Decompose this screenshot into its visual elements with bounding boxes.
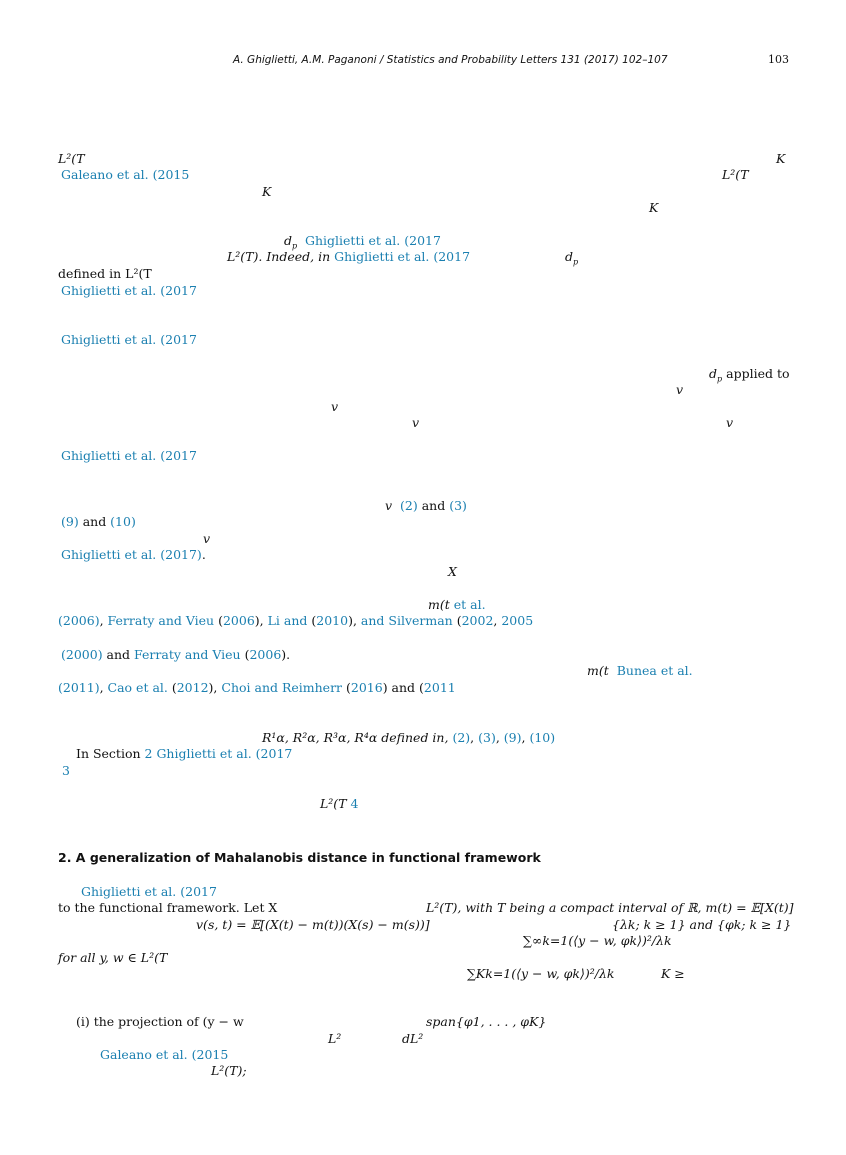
text-fragment: to the functional framework. Let X bbox=[58, 900, 278, 915]
text-fragment: ). bbox=[281, 647, 291, 662]
section-link[interactable]: 4 bbox=[350, 796, 359, 811]
text-fragment: . bbox=[201, 547, 206, 562]
math-dp bbox=[565, 249, 578, 271]
citation-link[interactable]: 2011 bbox=[423, 680, 456, 695]
citation-link[interactable]: Galeano et al. (2015 bbox=[100, 1047, 229, 1062]
text-fragment: ) and ( bbox=[382, 680, 424, 695]
list-item-text: (i) the projection of (y − w bbox=[76, 1014, 244, 1029]
text-fragment: m(t bbox=[428, 597, 450, 612]
equation-link[interactable]: (2) bbox=[400, 498, 418, 513]
section-link[interactable]: 2 bbox=[144, 746, 153, 761]
equation-link[interactable]: (9) bbox=[61, 514, 79, 529]
text-fragment: , bbox=[521, 730, 530, 745]
text-fragment: v bbox=[412, 415, 420, 430]
text-fragment: L² bbox=[328, 1031, 342, 1046]
citation-link[interactable]: 2006 bbox=[222, 613, 255, 628]
citation-link[interactable]: Galeano et al. (2015 bbox=[61, 167, 190, 182]
citation-link[interactable]: et al. bbox=[449, 597, 486, 612]
text-fragment: In Section bbox=[76, 746, 145, 761]
math-subscript: p bbox=[292, 241, 298, 251]
math-eigen: {λk; k ≥ 1} and {φk; k ≥ 1} bbox=[612, 917, 792, 932]
text-fragment: L²(T bbox=[722, 167, 749, 182]
text-fragment: , bbox=[495, 730, 504, 745]
text-fragment: m(t bbox=[587, 663, 609, 678]
text-fragment: defined in L²(T bbox=[58, 266, 152, 281]
equation-link[interactable]: (3) bbox=[478, 730, 496, 745]
equation-link[interactable]: (3) bbox=[449, 498, 467, 513]
math-subscript: p bbox=[573, 257, 579, 267]
text-fragment: K ≥ bbox=[661, 966, 685, 981]
citation-link[interactable]: 2005 bbox=[501, 613, 534, 628]
citation-link[interactable]: Ghiglietti et al. (2017 bbox=[61, 332, 197, 347]
page-number: 103 bbox=[768, 53, 789, 66]
citation-link[interactable]: Ghiglietti et al. (2017 bbox=[61, 283, 197, 298]
math-symbol: d bbox=[284, 233, 293, 248]
running-header: A. Ghiglietti, A.M. Paganoni / Statistics and Probability Letters 131 (2017) 102–107 bbox=[233, 54, 668, 66]
section-link[interactable]: 3 bbox=[62, 763, 70, 778]
citation-link[interactable]: Cao et al. bbox=[107, 680, 168, 695]
text-line bbox=[58, 613, 533, 629]
text-fragment: L²(T bbox=[320, 796, 351, 811]
citation-link[interactable]: (2000) bbox=[61, 647, 103, 662]
text-fragment: dL² bbox=[402, 1031, 424, 1046]
text-fragment: v bbox=[331, 399, 339, 414]
text-fragment: v bbox=[385, 498, 393, 513]
citation-link[interactable]: (2011) bbox=[58, 680, 100, 695]
text-fragment: ( bbox=[214, 613, 223, 628]
text-line bbox=[58, 680, 456, 696]
text-fragment: for all y, w ∈ L²(T bbox=[58, 950, 168, 965]
text-fragment: v bbox=[726, 415, 734, 430]
text-fragment: v bbox=[676, 382, 684, 397]
math-series: ∑∞k=1(⟨y − w, φk⟩)²/λk bbox=[523, 933, 672, 948]
math-subscript: p bbox=[717, 374, 723, 384]
text-fragment: , bbox=[99, 680, 108, 695]
math-symbol: d bbox=[709, 366, 718, 381]
text-fragment: ), bbox=[254, 613, 268, 628]
text-fragment: K bbox=[649, 200, 659, 215]
text-fragment: , bbox=[493, 613, 502, 628]
text-line bbox=[76, 746, 292, 762]
math-symbol: d bbox=[565, 249, 574, 264]
text-line bbox=[61, 514, 136, 530]
citation-link[interactable]: (2006) bbox=[58, 613, 100, 628]
text-fragment: applied to bbox=[722, 366, 790, 381]
citation-link[interactable]: Ferraty and Vieu bbox=[107, 613, 215, 628]
text-line bbox=[262, 730, 555, 746]
text-line bbox=[61, 647, 290, 663]
citation-link[interactable]: Ghiglietti et al. (2017 bbox=[305, 233, 441, 248]
text-line bbox=[227, 249, 470, 265]
citation-link[interactable]: Ghiglietti et al. (2017 bbox=[61, 448, 197, 463]
text-line bbox=[385, 498, 467, 514]
citation-link[interactable]: Bunea et al. bbox=[616, 663, 693, 678]
citation-link[interactable]: and Silverman bbox=[360, 613, 453, 628]
text-fragment: ( bbox=[307, 613, 317, 628]
text-fragment: K bbox=[262, 184, 272, 199]
text-fragment: ( bbox=[240, 647, 250, 662]
citation-link[interactable]: Ferraty and Vieu bbox=[134, 647, 241, 662]
text-fragment: ), bbox=[348, 613, 361, 628]
text-line bbox=[428, 597, 486, 613]
citation-link[interactable]: Ghiglietti et al. (2017 bbox=[334, 249, 471, 264]
citation-link[interactable]: 2016 bbox=[350, 680, 383, 695]
text-fragment: ( bbox=[167, 680, 177, 695]
text-fragment: R¹α, R²α, R³α, R⁴α defined in, bbox=[262, 730, 453, 745]
math-truncated-series: ∑Kk=1(⟨y − w, φk⟩)²/λk bbox=[467, 966, 615, 981]
text-line bbox=[320, 796, 358, 812]
text-fragment: L²(T); bbox=[211, 1063, 247, 1078]
section-title: 2. A generalization of Mahalanobis distance in functional framework bbox=[58, 850, 541, 865]
citation-link[interactable]: Ghiglietti et al. (2017 bbox=[81, 884, 217, 899]
text-fragment: , bbox=[99, 613, 108, 628]
equation-link[interactable]: (10) bbox=[529, 730, 556, 745]
equation-link[interactable]: (10) bbox=[110, 514, 136, 529]
text-fragment: v bbox=[203, 531, 211, 546]
equation-link[interactable]: (9) bbox=[503, 730, 522, 745]
equation-link[interactable]: (2) bbox=[452, 730, 471, 745]
text-fragment: K bbox=[776, 151, 786, 166]
text-fragment: L²(T), with T being a compact interval of ℝ, m(t) = 𝔼[X(t)] bbox=[426, 900, 794, 915]
text-fragment: ), bbox=[208, 680, 222, 695]
text-fragment: ( bbox=[342, 680, 351, 695]
citation-link[interactable]: 2010 bbox=[316, 613, 349, 628]
math-covariance: v(s, t) = 𝔼[(X(t) − m(t))(X(s) − m(s))] bbox=[196, 917, 430, 932]
text-fragment: X bbox=[448, 564, 457, 579]
citation-link[interactable]: Choi and Reimherr bbox=[221, 680, 343, 695]
text-fragment: , bbox=[470, 730, 479, 745]
math-span: span{φ1, . . . , φK} bbox=[426, 1014, 547, 1029]
text-line bbox=[61, 547, 206, 563]
citation-link[interactable]: Ghiglietti et al. (2017) bbox=[61, 547, 202, 562]
text-fragment: and bbox=[102, 647, 135, 662]
citation-link[interactable]: Ghiglietti et al. (2017 bbox=[156, 746, 293, 761]
text-fragment: and bbox=[78, 514, 111, 529]
citation-link[interactable]: 2002 bbox=[461, 613, 494, 628]
citation-link[interactable]: 2012 bbox=[176, 680, 209, 695]
text-line bbox=[587, 663, 693, 679]
text-line bbox=[709, 366, 790, 388]
citation-link[interactable]: Li and bbox=[267, 613, 308, 628]
text-fragment: L²(T bbox=[58, 151, 85, 166]
text-fragment: and bbox=[417, 498, 450, 513]
text-fragment: L²(T). Indeed, in bbox=[227, 249, 335, 264]
citation-link[interactable]: 2006 bbox=[249, 647, 282, 662]
text-fragment: ( bbox=[452, 613, 462, 628]
